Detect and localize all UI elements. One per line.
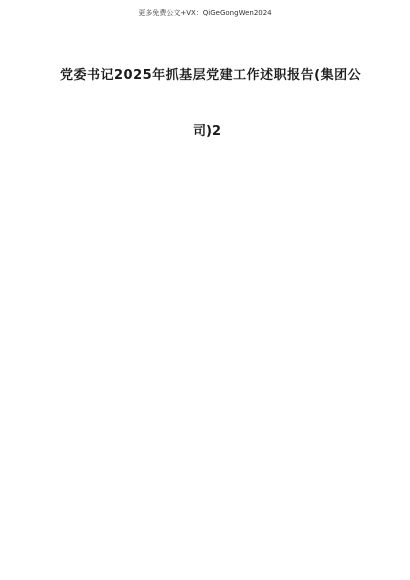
page-title-line-2: 司)2 [193,124,221,139]
page-title-line-1: 党委书记2025年抓基层党建工作述职报告(集团公 [60,68,362,83]
header-note: 更多免费公文+VX：QiGeGongWen2024 [138,9,272,17]
